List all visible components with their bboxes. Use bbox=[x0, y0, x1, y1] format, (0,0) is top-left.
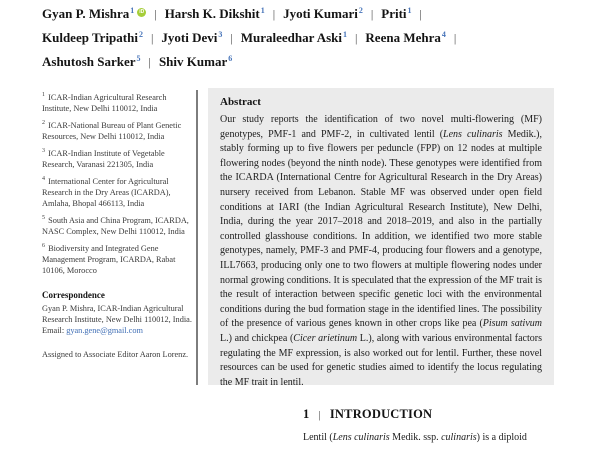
author-affiliation-superscript: 4 bbox=[441, 29, 446, 39]
author-name: Priti bbox=[381, 6, 407, 21]
author-affiliation-superscript: 1 bbox=[343, 29, 347, 39]
affiliation-text: Biodiversity and Integrated Gene Management Program, ICARDA, Rabat 10106, Morocco bbox=[42, 244, 176, 275]
author-separator: | bbox=[453, 31, 457, 45]
text-segment: Medik. ssp. bbox=[389, 432, 442, 443]
author bbox=[42, 6, 146, 21]
text-segment: L.), along with various environmental factors regulating the MF expression, is also worked out for lentil. Further, these novel resources can be used for genetic studies aimed to identify the locus regulating the MF trait in lentil. bbox=[220, 332, 542, 388]
affiliation-number: 6 bbox=[42, 243, 45, 250]
author-separator: | bbox=[370, 7, 374, 21]
abstract-heading: Abstract bbox=[220, 96, 261, 108]
italic-text: Lens culinaris bbox=[332, 432, 390, 443]
affiliation-number: 4 bbox=[42, 176, 45, 183]
introduction-first-line bbox=[303, 431, 556, 445]
author bbox=[283, 6, 363, 21]
affiliation-text: ICAR-Indian Agricultural Research Institute, New Delhi 110012, India bbox=[42, 93, 167, 113]
author-separator: | bbox=[148, 55, 151, 69]
author-affiliation-superscript: 3 bbox=[218, 29, 223, 39]
author-name: Harsh K. Dikshit bbox=[164, 6, 260, 21]
author-list bbox=[42, 2, 554, 74]
affiliation-number: 5 bbox=[42, 215, 45, 222]
author-separator: | bbox=[355, 31, 358, 45]
author-affiliation-superscript: 6 bbox=[228, 53, 233, 63]
author-name: Shiv Kumar bbox=[158, 54, 228, 69]
correspondence-heading: Correspondence bbox=[42, 290, 105, 300]
author bbox=[165, 6, 265, 21]
section-heading-introduction bbox=[303, 407, 432, 422]
email-label: Email: bbox=[42, 326, 67, 335]
author bbox=[42, 54, 141, 69]
italic-text: Cicer arietinum bbox=[293, 332, 358, 344]
affiliation-text: South Asia and China Program, ICARDA, NASC Complex, New Delhi 110012, India bbox=[42, 216, 189, 236]
author-name: Jyoti Kumari bbox=[283, 6, 358, 21]
author-affiliation-superscript: 2 bbox=[358, 5, 363, 15]
email-link[interactable]: gyan.gene@gmail.com bbox=[66, 326, 143, 335]
abstract-text bbox=[220, 113, 542, 390]
author-name: Kuldeep Tripathi bbox=[42, 30, 138, 45]
affiliation-text: ICAR-Indian Institute of Vegetable Research, Varanasi 221305, India bbox=[42, 149, 165, 169]
affiliation-item bbox=[42, 243, 192, 276]
author bbox=[159, 54, 232, 69]
author bbox=[42, 30, 143, 45]
section-title: INTRODUCTION bbox=[329, 407, 433, 421]
italic-text: Lens culinaris bbox=[443, 128, 503, 140]
affiliation-item bbox=[42, 120, 192, 142]
affiliation-item bbox=[42, 176, 192, 209]
author-name: Jyoti Devi bbox=[161, 30, 218, 45]
text-segment: ) is a diploid bbox=[476, 432, 527, 443]
left-column bbox=[42, 92, 192, 360]
affiliation-list bbox=[42, 92, 192, 276]
abstract-box bbox=[208, 88, 554, 388]
editor-note: Assigned to Associate Editor Aaron Lorenz. bbox=[42, 350, 189, 359]
author-separator: | bbox=[230, 31, 233, 45]
author-separator: | bbox=[419, 7, 422, 21]
author-separator: | bbox=[272, 7, 276, 21]
author-name: Ashutosh Sarker bbox=[42, 54, 136, 69]
author-name: Muraleedhar Aski bbox=[240, 30, 342, 45]
affiliation-item bbox=[42, 92, 192, 114]
author bbox=[365, 30, 445, 45]
affiliation-text: ICAR-National Bureau of Plant Genetic Resources, New Delhi 110012, India bbox=[42, 121, 182, 141]
affiliation-number: 3 bbox=[42, 148, 45, 155]
heading-pipe: | bbox=[318, 409, 321, 421]
italic-text: Pisum sativum bbox=[482, 318, 542, 330]
author bbox=[381, 6, 411, 21]
text-segment: Medik.), stably forming up to five flowers per peduncle (FPP) on 12 nodes at multiple flowering nodes (beyond the ninth node). These genotypes were identified from the ICARDA (International Centre for Agricultural Research in the Dry Areas) nursery received from Lebanon. Stable MF was observed under open field conditions at IARI (the Indian Agricultural Research Institute), New Delhi, India, during the year 2017–2018 and 2018–2019, and also in the partially controlled glasshouse conditions. In addition, we identified two more stable genotypes, namely, PMF-3 and PMF-4, producing four flowers and a genotype, ILL7663, producing only one to two flowers at multiple flowering nodes under normal growing conditions. It is speculated that the expression of the MF trait is the result of interaction between specific genetic loci with the environmental conditions during the bud formation stage in the identified lines. The possibility of the presence of various genes known in other crops like pea ( bbox=[220, 128, 543, 330]
text-segment: Our study reports the identification of two novel multi-flowering (MF) genotypes, PMF-1 and PMF-2, in cultivated lentil ( bbox=[220, 114, 542, 140]
author-name: Reena Mehra bbox=[365, 30, 441, 45]
column-divider bbox=[196, 90, 198, 385]
author-separator: | bbox=[154, 7, 157, 21]
affiliation-number: 2 bbox=[42, 120, 45, 127]
text-segment: L.) and chickpea ( bbox=[220, 332, 294, 344]
author-affiliation-superscript: 1 bbox=[260, 5, 265, 15]
orcid-icon[interactable]: iD bbox=[139, 8, 145, 15]
section-number: 1 bbox=[303, 407, 310, 421]
italic-text: culinaris bbox=[441, 432, 477, 443]
author-affiliation-superscript: 5 bbox=[136, 53, 141, 63]
author-affiliation-superscript: 1 bbox=[130, 5, 135, 15]
affiliation-number: 1 bbox=[42, 92, 45, 99]
text-segment: Lentil ( bbox=[303, 432, 333, 443]
affiliation-item bbox=[42, 148, 192, 170]
affiliation-text: International Center for Agricultural Research in the Dry Areas (ICARDA), Amlaha, Bhopal 466113, India bbox=[42, 177, 171, 208]
email-line bbox=[42, 325, 192, 336]
author bbox=[161, 30, 222, 45]
author bbox=[241, 30, 347, 45]
affiliation-item bbox=[42, 215, 192, 237]
correspondence-text: Gyan P. Mishra, ICAR-Indian Agricultural Research Institute, New Delhi 110012, India. bbox=[42, 304, 192, 324]
author-separator: | bbox=[150, 31, 154, 45]
author-affiliation-superscript: 1 bbox=[407, 5, 412, 15]
author-affiliation-superscript: 2 bbox=[138, 29, 143, 39]
author-name: Gyan P. Mishra bbox=[42, 6, 130, 21]
